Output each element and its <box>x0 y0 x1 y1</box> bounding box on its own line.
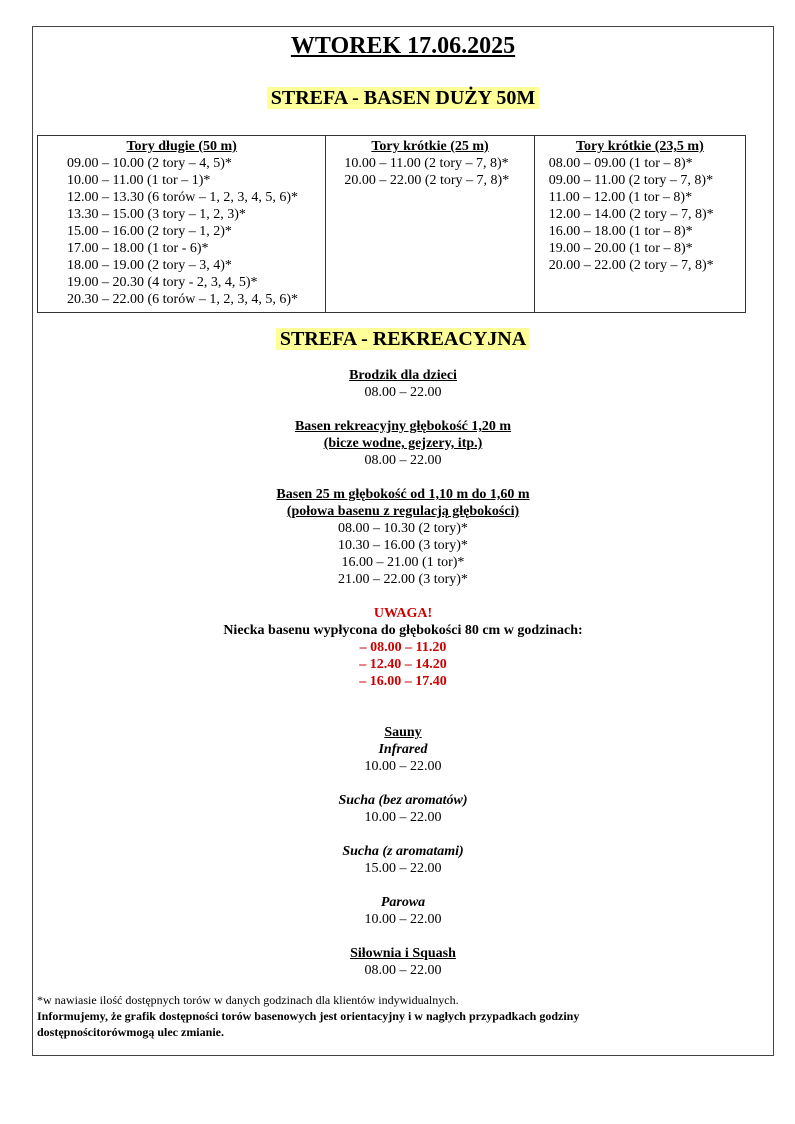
lane-slot: 20.00 – 22.00 (2 tory – 7, 8)* <box>548 258 714 273</box>
sauna-hours: 15.00 – 22.00 <box>364 861 442 876</box>
zone-big-pool <box>33 87 773 110</box>
silownia-title: Siłownia i Squash <box>350 946 456 961</box>
lanes-table <box>37 135 746 313</box>
recreation-section <box>33 367 773 979</box>
page-title: WTOREK 17.06.2025 <box>290 33 516 59</box>
uwaga-slot: – 16.00 – 17.40 <box>359 674 447 689</box>
lane-slot: 13.30 – 15.00 (3 tory – 1, 2, 3)* <box>67 207 246 222</box>
lane-slot: 16.00 – 18.00 (1 tor – 8)* <box>548 224 693 239</box>
uwaga-slot: – 08.00 – 11.20 <box>359 640 447 655</box>
lane-slot: 17.00 – 18.00 (1 tor - 6)* <box>67 241 209 256</box>
lanes-col-header: Tory krótkie (25 m) <box>371 139 489 154</box>
rekreacyjny-hours: 08.00 – 22.00 <box>364 453 442 468</box>
footer-info: dostępnościtorówmogą ulec zmianie. <box>37 1025 224 1039</box>
rekreacyjny-title: Basen rekreacyjny głębokość 1,20 m <box>294 419 512 434</box>
basen25-subtitle: (połowa basenu z regulacją głębokości) <box>286 504 520 519</box>
sauna-name: Sucha (z aromatami) <box>342 844 464 859</box>
lane-slot: 12.00 – 14.00 (2 tory – 7, 8)* <box>548 207 714 222</box>
lane-slot: 09.00 – 11.00 (2 tory – 7, 8)* <box>548 173 714 188</box>
lane-slot: 10.00 – 11.00 (2 tory – 7, 8)* <box>344 156 509 171</box>
zone-big-pool-label: STREFA - BASEN DUŻY 50M <box>267 87 539 109</box>
lane-slot: 20.00 – 22.00 (2 tory – 7, 8)* <box>344 173 510 188</box>
brodzik-title: Brodzik dla dzieci <box>349 368 457 383</box>
lanes-col-header: Tory długie (50 m) <box>126 139 237 154</box>
sauna-hours: 10.00 – 22.00 <box>364 912 442 927</box>
lanes-col-header: Tory krótkie (23,5 m) <box>575 139 704 154</box>
lane-slot: 10.00 – 11.00 (1 tor – 1)* <box>67 173 211 188</box>
sauny-title: Sauny <box>384 725 422 740</box>
basen25-title: Basen 25 m głębokość od 1,10 m do 1,60 m <box>276 487 530 502</box>
basen25-slot: 21.00 – 22.00 (3 tory)* <box>338 572 468 587</box>
uwaga-label: UWAGA! <box>373 606 433 621</box>
footer-note: *w nawiasie ilość dostępnych torów w danych godzinach dla klientów indywidualnych. <box>37 993 459 1007</box>
lane-slot: 12.00 – 13.30 (6 torów – 1, 2, 3, 4, 5, 6)* <box>67 190 298 205</box>
lane-slot: 09.00 – 10.00 (2 tory – 4, 5)* <box>67 156 232 171</box>
lane-slot: 19.00 – 20.00 (1 tor – 8)* <box>548 241 693 256</box>
uwaga-text: Niecka basenu wypłycona do głębokości 80 cm w godzinach: <box>223 623 583 638</box>
sauna-name: Sucha (bez aromatów) <box>338 793 468 808</box>
sauna-hours: 10.00 – 22.00 <box>364 759 442 774</box>
lane-slot: 08.00 – 09.00 (1 tor – 8)* <box>548 156 693 171</box>
brodzik-hours: 08.00 – 22.00 <box>364 385 442 400</box>
footer-info: Informujemy, że grafik dostępności torów basenowych jest orientacyjny i w nagłych przypadkach godziny <box>37 1009 580 1023</box>
uwaga-slot: – 12.40 – 14.20 <box>359 657 447 672</box>
lanes-col-short-23-5 <box>534 136 745 313</box>
schedule-frame <box>32 26 774 1056</box>
basen25-slot: 16.00 – 21.00 (1 tor)* <box>341 555 465 570</box>
lanes-row <box>38 136 746 313</box>
footer-notes <box>37 992 579 1040</box>
sauna-hours: 10.00 – 22.00 <box>364 810 442 825</box>
lane-slot: 11.00 – 12.00 (1 tor – 8)* <box>548 190 693 205</box>
zone-recreation <box>33 328 773 351</box>
basen25-slot: 08.00 – 10.30 (2 tory)* <box>338 521 468 536</box>
rekreacyjny-subtitle: (bicze wodne, gejzery, itp.) <box>323 436 483 451</box>
sauna-name: Infrared <box>378 742 428 757</box>
silownia-hours: 08.00 – 22.00 <box>364 963 442 978</box>
lanes-col-short-25 <box>326 136 534 313</box>
lane-slot: 20.30 – 22.00 (6 torów – 1, 2, 3, 4, 5, 6)* <box>67 292 298 307</box>
basen25-slot: 10.30 – 16.00 (3 tory)* <box>338 538 468 553</box>
lane-slot: 18.00 – 19.00 (2 tory – 3, 4)* <box>67 258 232 273</box>
lanes-col-long <box>38 136 326 313</box>
sauna-name: Parowa <box>380 895 426 910</box>
zone-recreation-label: STREFA - REKREACYJNA <box>276 328 530 350</box>
lane-slot: 15.00 – 16.00 (2 tory – 1, 2)* <box>67 224 232 239</box>
lane-slot: 19.00 – 20.30 (4 tory - 2, 3, 4, 5)* <box>67 275 258 290</box>
